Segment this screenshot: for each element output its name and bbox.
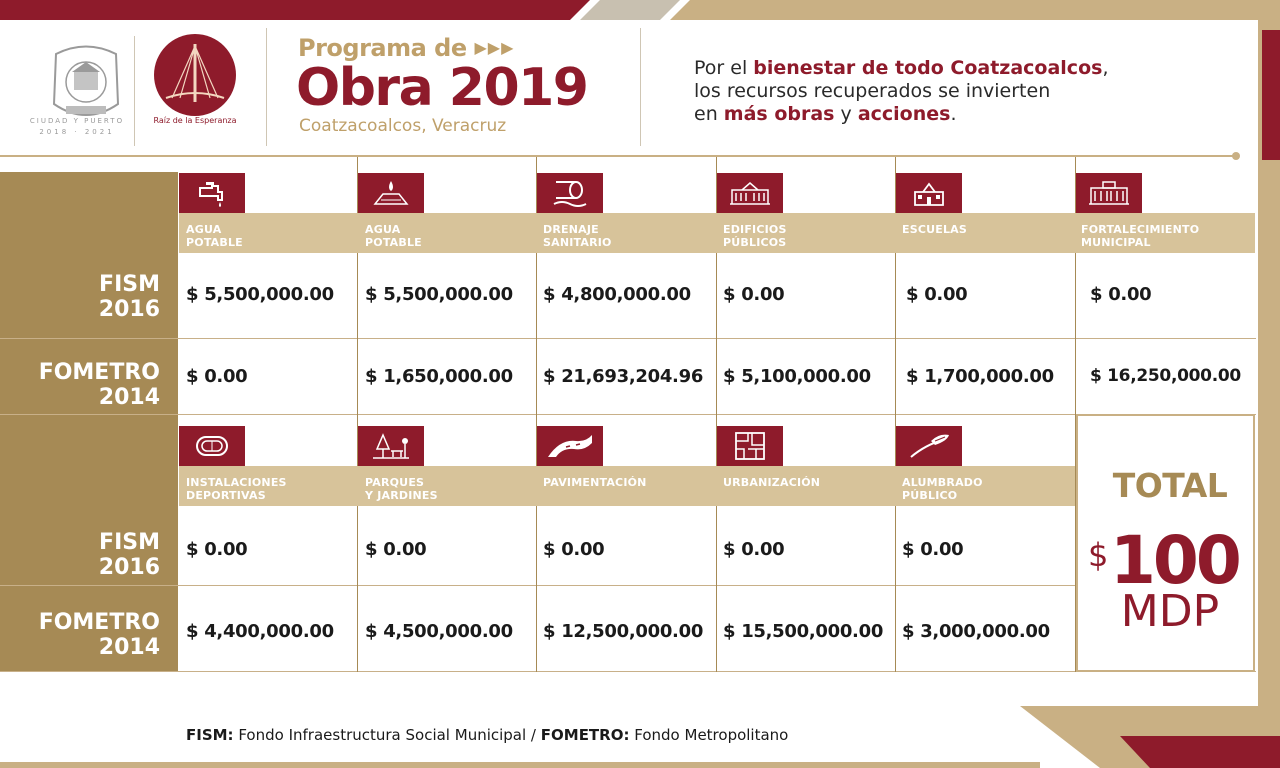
row-label-fism-top: FISM 2016 [98, 272, 160, 322]
urban-map-icon [717, 426, 783, 466]
park-icon [358, 426, 424, 466]
page-title: Obra 2019 [296, 58, 588, 118]
top-decoration [0, 0, 1280, 22]
right-decoration [1258, 0, 1280, 768]
amount-cell: $ 3,000,000.00 [902, 621, 1050, 642]
category-label: ALUMBRADO PÚBLICO [902, 476, 983, 502]
footer-legend: FISM: Fondo Infraestructura Social Municipal / FOMETRO: Fondo Metropolitano [186, 726, 789, 744]
tagline-line-1: Por el bienestar de todo Coatzacoalcos, [694, 57, 1109, 79]
amount-cell: $ 0.00 [723, 284, 785, 305]
category-label: PAVIMENTACIÓN [543, 476, 647, 489]
arrows-icon: ▶▶▶ [474, 38, 515, 57]
total-amount: 100 [1110, 522, 1239, 599]
amount-cell: $ 4,400,000.00 [186, 621, 334, 642]
category-label: INSTALACIONES DEPORTIVAS [186, 476, 287, 502]
location-text: Coatzacoalcos, Veracruz [299, 116, 507, 136]
sports-track-icon [179, 426, 245, 466]
amount-cell: $ 0.00 [723, 539, 785, 560]
city-motto: CIUDAD Y PUERTO [29, 117, 125, 125]
category-label: DRENAJE SANITARIO [543, 223, 612, 249]
public-building-icon [717, 173, 783, 213]
amount-cell: $ 1,650,000.00 [365, 366, 513, 387]
row-label-fometro-top: FOMETRO 2014 [38, 360, 160, 410]
amount-cell: $ 4,500,000.00 [365, 621, 513, 642]
header-divider [0, 155, 1236, 157]
tagline-line-2: los recursos recuperados se invierten [694, 80, 1051, 102]
divider-dot [1232, 152, 1240, 160]
amount-cell: $ 21,693,204.96 [543, 366, 704, 387]
row-label-fism-bottom: FISM 2016 [98, 530, 160, 580]
amount-cell: $ 4,800,000.00 [543, 284, 691, 305]
amount-cell: $ 0.00 [186, 366, 248, 387]
amount-cell: $ 12,500,000.00 [543, 621, 704, 642]
category-label: FORTALECIMIENTO MUNICIPAL [1081, 223, 1200, 249]
irrigation-icon [358, 173, 424, 213]
amount-cell: $ 0.00 [1090, 284, 1152, 305]
category-label: URBANIZACIÓN [723, 476, 821, 489]
program-label: Programa de ▶▶▶ [298, 34, 515, 62]
category-label: PARQUES Y JARDINES [365, 476, 438, 502]
water-tap-icon [179, 173, 245, 213]
city-period: 2018 · 2021 [39, 128, 115, 136]
amount-cell: $ 1,700,000.00 [906, 366, 1054, 387]
bridge-logo-icon [152, 32, 238, 118]
row-label-fometro-bottom: FOMETRO 2014 [38, 610, 160, 660]
amount-cell: $ 0.00 [902, 539, 964, 560]
drain-pipe-icon [537, 173, 603, 213]
total-label: TOTAL [1112, 466, 1228, 505]
row-label-panel [0, 172, 178, 672]
total-currency: $ [1088, 536, 1109, 574]
school-icon [896, 173, 962, 213]
category-label: EDIFICIOS PÚBLICOS [723, 223, 787, 249]
municipal-building-icon [1076, 173, 1142, 213]
slogan-text: Raíz de la Esperanza [153, 116, 237, 125]
amount-cell: $ 5,100,000.00 [723, 366, 871, 387]
amount-cell: $ 5,500,000.00 [365, 284, 513, 305]
road-icon [537, 426, 603, 466]
category-label: AGUA POTABLE [186, 223, 243, 249]
amount-cell: $ 15,500,000.00 [723, 621, 884, 642]
amount-cell: $ 0.00 [186, 539, 248, 560]
street-lamp-icon [896, 426, 962, 466]
total-unit: MDP [1120, 586, 1220, 637]
category-label: AGUA POTABLE [365, 223, 422, 249]
category-label: ESCUELAS [902, 223, 968, 236]
tagline-line-3: en más obras y acciones. [694, 103, 957, 125]
amount-cell: $ 16,250,000.00 [1090, 366, 1241, 386]
amount-cell: $ 0.00 [906, 284, 968, 305]
amount-cell: $ 5,500,000.00 [186, 284, 334, 305]
amount-cell: $ 0.00 [543, 539, 605, 560]
amount-cell: $ 0.00 [365, 539, 427, 560]
